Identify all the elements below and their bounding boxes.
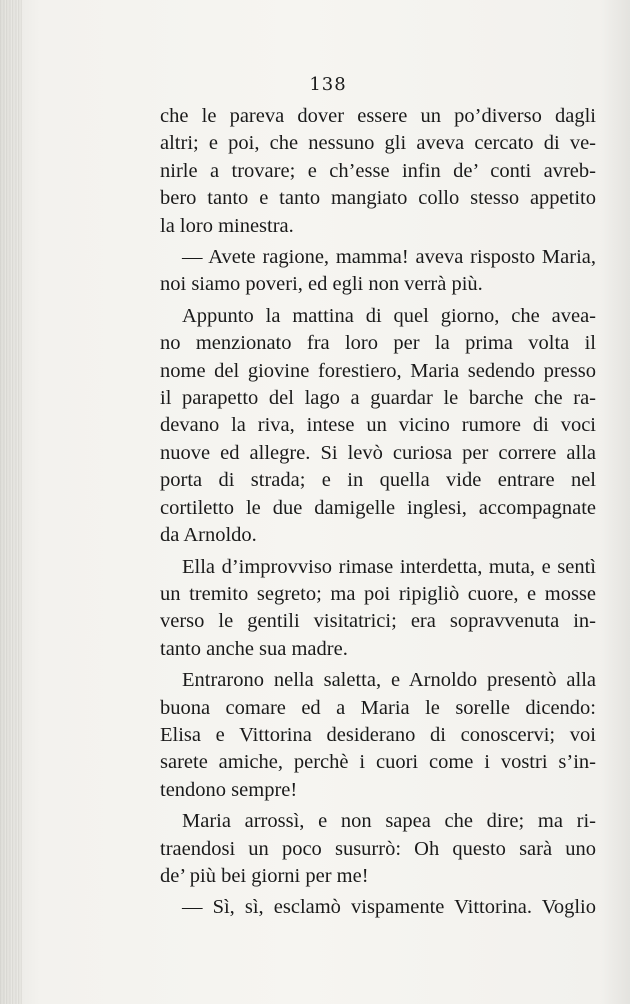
text-line: nuove ed allegre. Si levò curiosa per correre alla (160, 441, 596, 464)
text-line: Ella d’improvviso rimase interdetta, muta, e sentì (182, 555, 596, 578)
text-line: verso le gentili visitatrici; era sopravvenuta in- (160, 610, 596, 633)
text-line: un tremito segreto; ma poi ripigliò cuore, e mosse (160, 582, 596, 605)
paragraph-5 (160, 667, 596, 804)
text-line: Elisa e Vittorina desiderano di conoscervi; voi (160, 723, 596, 746)
paragraph-4 (160, 554, 596, 664)
text-line: tanto anche sua madre. (160, 637, 348, 660)
text-line: sarete amiche, perchè i cuori come i vostri s’in- (160, 751, 596, 774)
paragraph-2 (160, 244, 596, 299)
text-line: buona comare ed a Maria le sorelle dicendo: (160, 696, 596, 719)
text-line: bero tanto e tanto mangiato collo stesso appetito (160, 187, 596, 210)
page-number: 138 (309, 74, 347, 95)
text-line: — Sì, sì, esclamò vispamente Vittorina. Voglio (182, 896, 596, 919)
text-line: che le pareva dover essere un po’diverso dagli (160, 105, 596, 127)
text-line: — Avete ragione, mamma! aveva risposto Maria, (182, 246, 596, 269)
text-line: nome del giovine forestiero, Maria sedendo presso (160, 359, 596, 382)
text-line: Maria arrossì, e non sapea che dire; ma ri- (182, 810, 596, 833)
text-line: noi siamo poveri, ed egli non verrà più. (160, 273, 483, 296)
paragraph-6 (160, 808, 596, 890)
text-line: devano la riva, intese un vicino rumore di voci (160, 414, 596, 437)
text-line: cortiletto le due damigelle inglesi, accompagnate (160, 496, 596, 519)
text-line: traendosi un poco susurrò: Oh questo sarà uno (160, 837, 596, 860)
text-line: Entrarono nella saletta, e Arnoldo presentò alla (182, 669, 596, 692)
text-line: altri; e poi, che nessuno gli aveva cercato di ve- (160, 132, 596, 155)
paragraph-1 (160, 103, 596, 240)
text-line: no menzionato fra loro per la prima volta il (160, 332, 596, 355)
text-line: Appunto la mattina di quel giorno, che avea- (182, 304, 596, 327)
paragraph-3 (160, 303, 596, 550)
text-line: la loro minestra. (160, 214, 294, 237)
body-text (160, 103, 596, 926)
binding-edge (0, 0, 22, 1004)
paragraph-7 (160, 894, 596, 921)
text-line: de’ più bei giorni per me! (160, 864, 369, 887)
text-line: il parapetto del lago a guardar le barche che ra- (160, 387, 596, 410)
text-line: porta di strada; e in quella vide entrare nel (160, 469, 596, 492)
text-line: da Arnoldo. (160, 524, 257, 547)
text-line: tendono sempre! (160, 778, 298, 801)
text-line: nirle a trovare; e ch’esse infin de’ conti avreb- (160, 159, 596, 182)
